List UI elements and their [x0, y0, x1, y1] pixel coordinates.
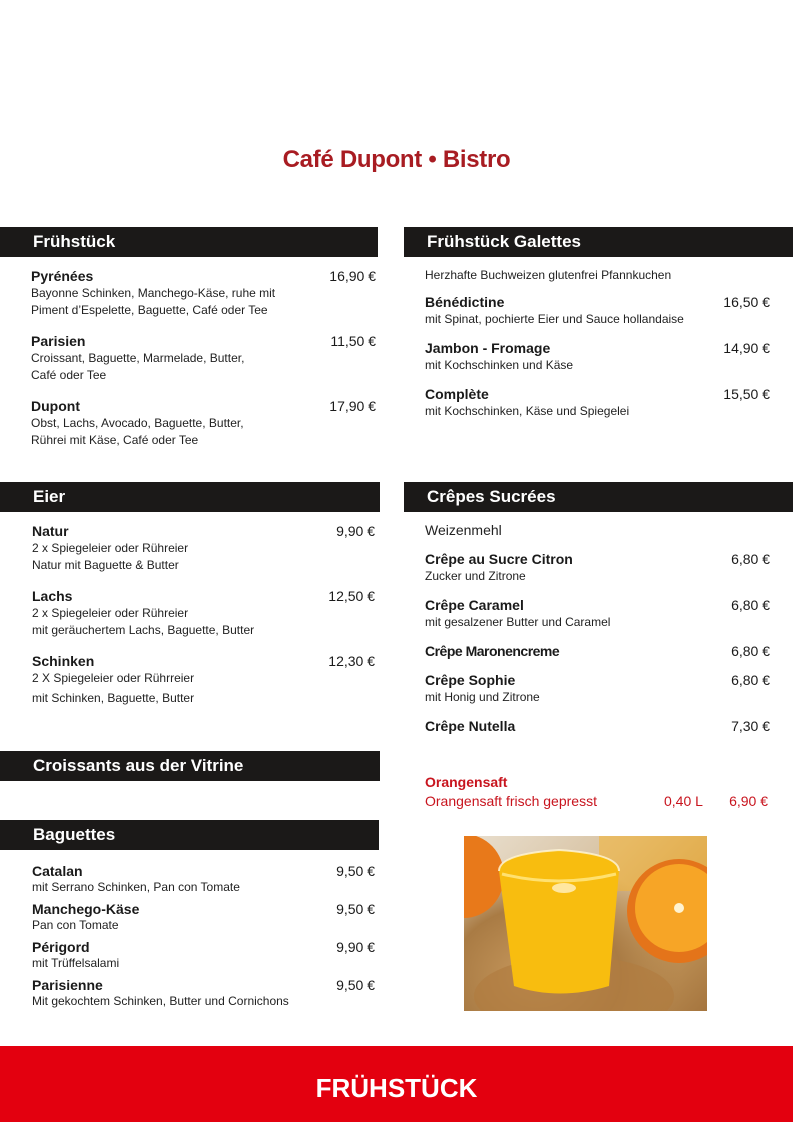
orange-juice-image-icon: [464, 836, 707, 1011]
item-desc: Obst, Lachs, Avocado, Baguette, Butter,: [31, 416, 244, 430]
section-crepes-items: [425, 522, 770, 735]
section-header-eier: Eier: [0, 482, 380, 512]
item-price: 12,30 €: [328, 653, 375, 669]
item-price: 6,80 €: [731, 672, 770, 688]
section-header-fruehstueck: Frühstück: [0, 227, 378, 257]
section-galettes-items: [425, 267, 770, 420]
menu-item: [425, 386, 770, 420]
menu-item: [425, 718, 770, 735]
item-price: 9,50 €: [336, 901, 375, 917]
item-name: Parisienne: [32, 977, 103, 993]
item-desc: Pan con Tomate: [32, 918, 119, 932]
item-price: 12,50 €: [328, 588, 375, 604]
item-desc: Bayonne Schinken, Manchego-Käse, ruhe mit: [31, 286, 276, 300]
item-desc: mit Spinat, pochierte Eier und Sauce hollandaise: [425, 312, 684, 326]
item-name: Schinken: [32, 653, 95, 669]
section-header-croissants: Croissants aus der Vitrine: [0, 751, 380, 781]
menu-item: [32, 653, 375, 707]
menu-item: [425, 672, 770, 706]
item-name: Dupont: [31, 398, 80, 414]
item-desc: 2 X Spiegeleier oder Rührreier: [32, 671, 195, 685]
item-name: Manchego-Käse: [32, 901, 140, 917]
item-price: 16,90 €: [329, 268, 376, 284]
juice-section: [425, 773, 770, 811]
juice-row: [425, 791, 770, 811]
section-intro: Herzhafte Buchweizen glutenfrei Pfannkuchen: [425, 268, 672, 282]
menu-item: [31, 333, 376, 384]
item-name: Parisien: [31, 333, 86, 349]
item-desc: Natur mit Baguette & Butter: [32, 558, 179, 572]
menu-item: [425, 643, 770, 660]
item-desc: Mit gekochtem Schinken, Butter und Cornichons: [32, 994, 289, 1008]
menu-item: [425, 551, 770, 585]
menu-item: [32, 901, 375, 932]
item-desc: mit Kochschinken, Käse und Spiegelei: [425, 404, 630, 418]
item-desc: 2 x Spiegeleier oder Rühreier: [32, 541, 189, 555]
menu-item: [31, 268, 376, 319]
item-name: Crêpe Maronencreme: [425, 643, 560, 659]
menu-item: [32, 977, 375, 1008]
item-desc: mit geräuchertem Lachs, Baguette, Butter: [32, 623, 255, 637]
item-price: 7,30 €: [731, 718, 770, 734]
section-fruehstueck-items: [31, 268, 376, 449]
item-name: Catalan: [32, 863, 83, 879]
item-name: Jambon - Fromage: [425, 340, 551, 356]
section-header-baguettes: Baguettes: [0, 820, 379, 850]
menu-item: [425, 294, 770, 328]
menu-item: [32, 939, 375, 970]
juice-price: 6,90 €: [729, 793, 768, 809]
item-desc: Piment d’Espelette, Baguette, Café oder Tee: [31, 303, 268, 317]
menu-item: [32, 863, 375, 894]
item-price: 6,80 €: [731, 597, 770, 613]
item-desc: mit Trüffelsalami: [32, 956, 120, 970]
item-name: Crêpe au Sucre Citron: [425, 551, 573, 567]
item-price: 17,90 €: [329, 398, 376, 414]
item-price: 11,50 €: [330, 333, 376, 349]
item-price: 15,50 €: [723, 386, 770, 402]
footer-banner: FRÜHSTÜCK: [0, 1046, 793, 1122]
item-price: 9,90 €: [336, 939, 375, 955]
item-price: 16,50 €: [723, 294, 770, 310]
item-desc: mit Serrano Schinken, Pan con Tomate: [32, 880, 240, 894]
section-header-galettes: Frühstück Galettes: [404, 227, 793, 257]
juice-name: Orangensaft frisch gepresst: [425, 793, 597, 809]
item-desc: mit Kochschinken und Käse: [425, 358, 574, 372]
item-desc: mit Schinken, Baguette, Butter: [32, 691, 195, 705]
item-name: Pyrénées: [31, 268, 94, 284]
menu-item: [425, 340, 770, 374]
orange-juice-photo: [464, 836, 707, 1011]
section-baguettes-items: [32, 863, 375, 1008]
item-price: 9,50 €: [336, 863, 375, 879]
item-desc: mit Honig und Zitrone: [425, 690, 540, 704]
item-desc: Café oder Tee: [31, 368, 107, 382]
item-name: Crêpe Nutella: [425, 718, 516, 734]
item-price: 6,80 €: [731, 643, 770, 659]
section-intro: Weizenmehl: [425, 522, 502, 538]
juice-title: Orangensaft: [425, 774, 508, 790]
item-desc: Zucker und Zitrone: [425, 569, 526, 583]
juice-volume: 0,40 L: [664, 793, 703, 809]
item-name: Natur: [32, 523, 69, 539]
item-name: Lachs: [32, 588, 73, 604]
page-title: Café Dupont • Bistro: [282, 146, 511, 173]
item-name: Crêpe Sophie: [425, 672, 516, 688]
item-desc: Croissant, Baguette, Marmelade, Butter,: [31, 351, 245, 365]
section-eier-items: [32, 523, 375, 707]
item-price: 9,90 €: [336, 523, 375, 539]
menu-item: [32, 523, 375, 574]
item-desc: mit gesalzener Butter und Caramel: [425, 615, 611, 629]
item-desc: Rührei mit Käse, Café oder Tee: [31, 433, 199, 447]
item-name: Complète: [425, 386, 489, 402]
item-name: Périgord: [32, 939, 90, 955]
item-price: 6,80 €: [731, 551, 770, 567]
menu-item: [425, 597, 770, 631]
item-name: Bénédictine: [425, 294, 505, 310]
item-price: 9,50 €: [336, 977, 375, 993]
item-price: 14,90 €: [723, 340, 770, 356]
menu-item: [32, 588, 375, 639]
item-name: Crêpe Caramel: [425, 597, 524, 613]
item-desc: 2 x Spiegeleier oder Rühreier: [32, 606, 189, 620]
menu-item: [31, 398, 376, 449]
section-header-crepes: Crêpes Sucrées: [404, 482, 793, 512]
